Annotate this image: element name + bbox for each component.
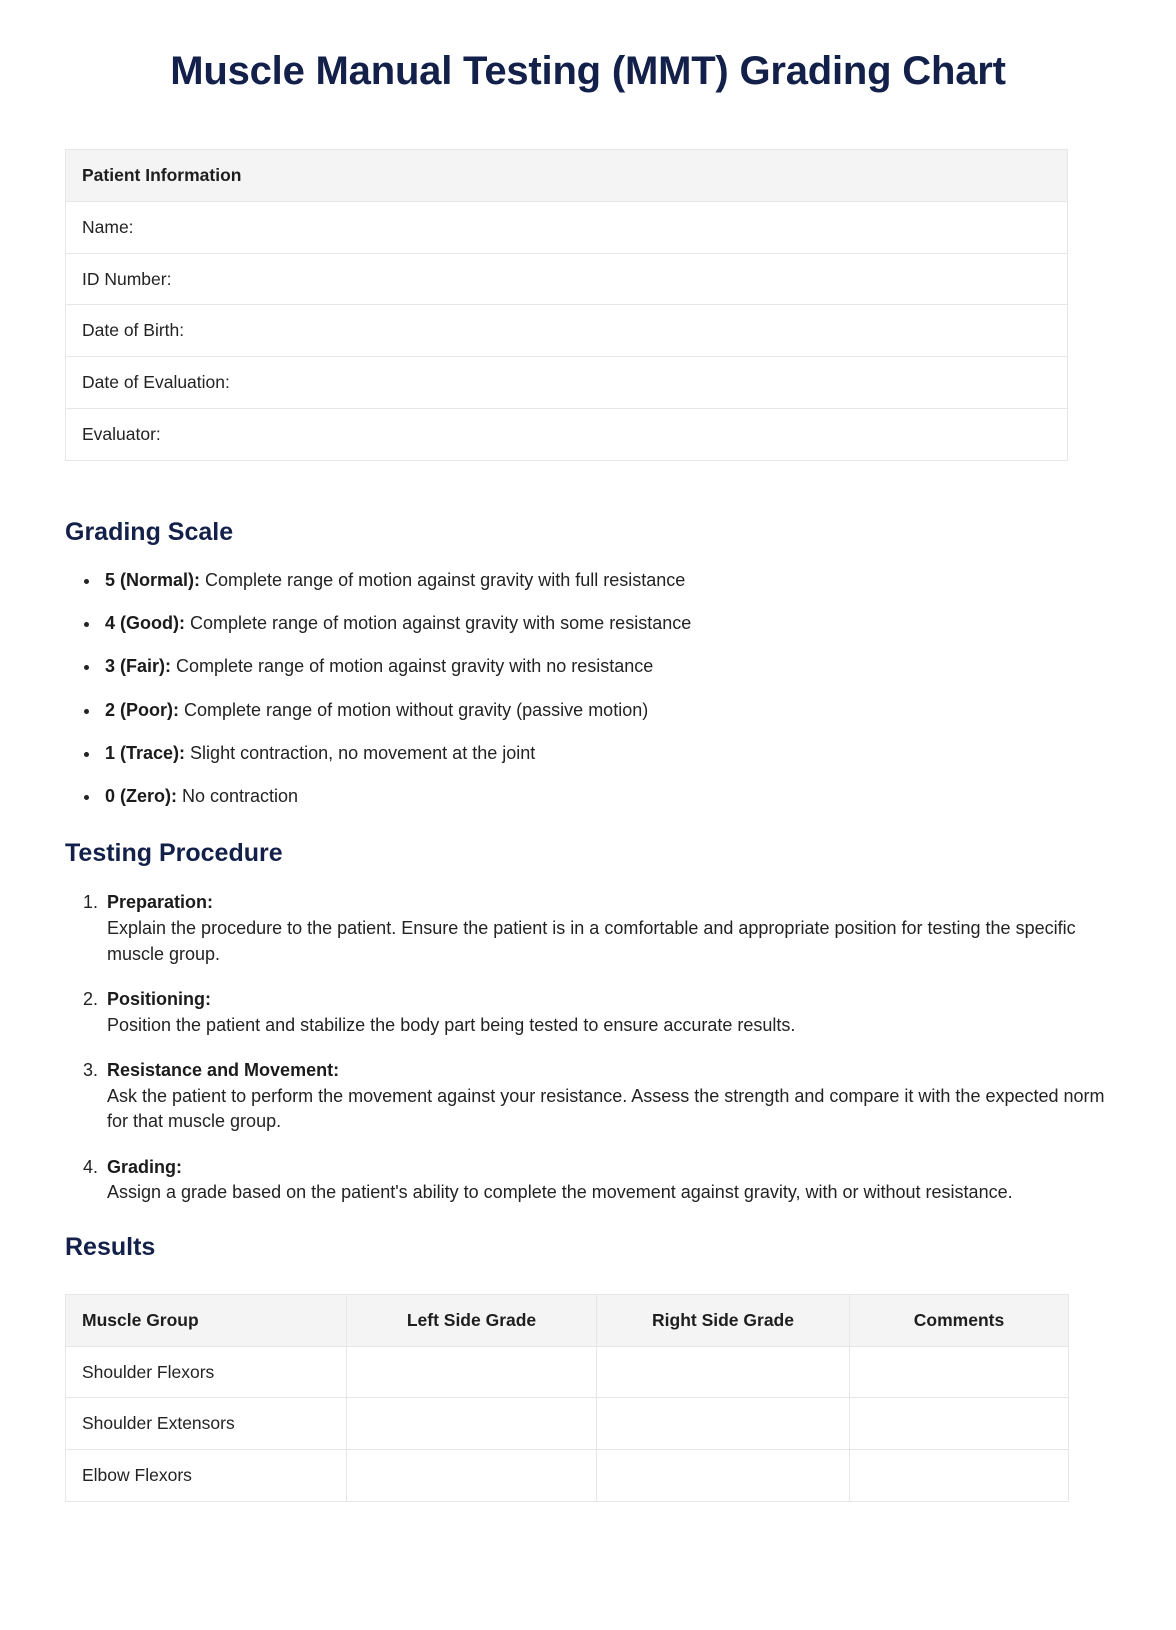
step-body: Assign a grade based on the patient's ability to complete the movement against gravity, with or without resistance. — [107, 1182, 1013, 1203]
testing-procedure-heading: Testing Procedure — [65, 839, 283, 868]
patient-field-name[interactable]: Name: — [66, 201, 1068, 253]
step-body: Position the patient and stabilize the body part being tested to ensure accurate results. — [107, 1014, 796, 1035]
step-body: Explain the procedure to the patient. Ensure the patient is in a comfortable and appropriate position for testing the specific muscle group. — [107, 918, 1076, 964]
right-grade-cell[interactable] — [597, 1398, 850, 1450]
table-row[interactable] — [66, 253, 1068, 305]
muscle-group-cell: Shoulder Flexors — [66, 1346, 347, 1398]
step-body: Ask the patient to perform the movement against your resistance. Assess the strength and compare it with the expected norm for that muscle group. — [107, 1085, 1105, 1132]
patient-field-date-of-birth[interactable]: Date of Birth: — [66, 305, 1068, 357]
results-table — [65, 1294, 1069, 1502]
patient-field-evaluator[interactable]: Evaluator: — [66, 408, 1068, 460]
list-item — [101, 611, 1111, 635]
table-header-row — [66, 1294, 1069, 1346]
testing-procedure-list — [65, 890, 1111, 1205]
list-item — [103, 1155, 1111, 1206]
list-item — [101, 568, 1111, 592]
column-header-left-side-grade: Left Side Grade — [347, 1294, 597, 1346]
results-table-body — [66, 1346, 1069, 1501]
grading-scale-heading: Grading Scale — [65, 517, 234, 546]
page-title: Muscle Manual Testing (MMT) Grading Chart — [170, 49, 1006, 93]
column-header-comments: Comments — [850, 1294, 1069, 1346]
list-item — [101, 741, 1111, 765]
step-title: 1. Preparation: — [107, 892, 214, 913]
table-row[interactable] — [66, 201, 1068, 253]
left-grade-cell[interactable] — [347, 1450, 597, 1502]
grade-label: 4 (Good): — [105, 612, 185, 633]
grading-scale-list — [65, 568, 1111, 809]
table-row[interactable] — [66, 305, 1068, 357]
grade-description: No contraction — [177, 786, 299, 807]
list-item — [103, 987, 1111, 1038]
list-item — [101, 654, 1111, 678]
column-header-muscle-group: Muscle Group — [66, 1294, 347, 1346]
results-heading: Results — [65, 1232, 156, 1261]
column-header-right-side-grade: Right Side Grade — [597, 1294, 850, 1346]
step-title: 2. Positioning: — [107, 989, 211, 1010]
right-grade-cell[interactable] — [597, 1450, 850, 1502]
patient-information-table-head — [66, 150, 1068, 202]
table-row[interactable] — [66, 357, 1068, 409]
table-row[interactable] — [66, 408, 1068, 460]
patient-information-table — [65, 149, 1068, 461]
left-grade-cell[interactable] — [347, 1346, 597, 1398]
comments-cell[interactable] — [850, 1398, 1069, 1450]
list-item — [103, 890, 1111, 967]
left-grade-cell[interactable] — [347, 1398, 597, 1450]
table-row — [66, 1346, 1069, 1398]
grade-label: 0 (Zero): — [105, 786, 177, 807]
table-row — [66, 1450, 1069, 1502]
step-title: 3. Resistance and Movement: — [107, 1060, 340, 1081]
patient-information-header: Patient Information — [66, 150, 1068, 202]
grade-label: 2 (Poor): — [105, 699, 179, 720]
muscle-group-cell: Shoulder Extensors — [66, 1398, 347, 1450]
muscle-group-cell: Elbow Flexors — [66, 1450, 347, 1502]
grade-description: Complete range of motion against gravity with no resistance — [171, 656, 654, 677]
table-row — [66, 1398, 1069, 1450]
right-grade-cell[interactable] — [597, 1346, 850, 1398]
comments-cell[interactable] — [850, 1450, 1069, 1502]
grade-label: 5 (Normal): — [105, 569, 201, 590]
comments-cell[interactable] — [850, 1346, 1069, 1398]
list-item — [101, 784, 1111, 808]
step-title: 4. Grading: — [107, 1156, 182, 1177]
list-item — [103, 1058, 1111, 1135]
results-table-head — [66, 1294, 1069, 1346]
patient-field-id-number[interactable]: ID Number: — [66, 253, 1068, 305]
grade-description: Complete range of motion without gravity (passive motion) — [179, 699, 649, 720]
table-header-row — [66, 150, 1068, 202]
grade-label: 3 (Fair): — [105, 656, 172, 677]
grade-description: Complete range of motion against gravity with full resistance — [200, 569, 686, 590]
grade-description: Slight contraction, no movement at the joint — [185, 742, 536, 763]
patient-information-table-body — [66, 201, 1068, 460]
patient-field-date-of-evaluation[interactable]: Date of Evaluation: — [66, 357, 1068, 409]
grade-description: Complete range of motion against gravity with some resistance — [184, 612, 692, 633]
grade-label: 1 (Trace): — [105, 742, 186, 763]
list-item — [101, 698, 1111, 722]
